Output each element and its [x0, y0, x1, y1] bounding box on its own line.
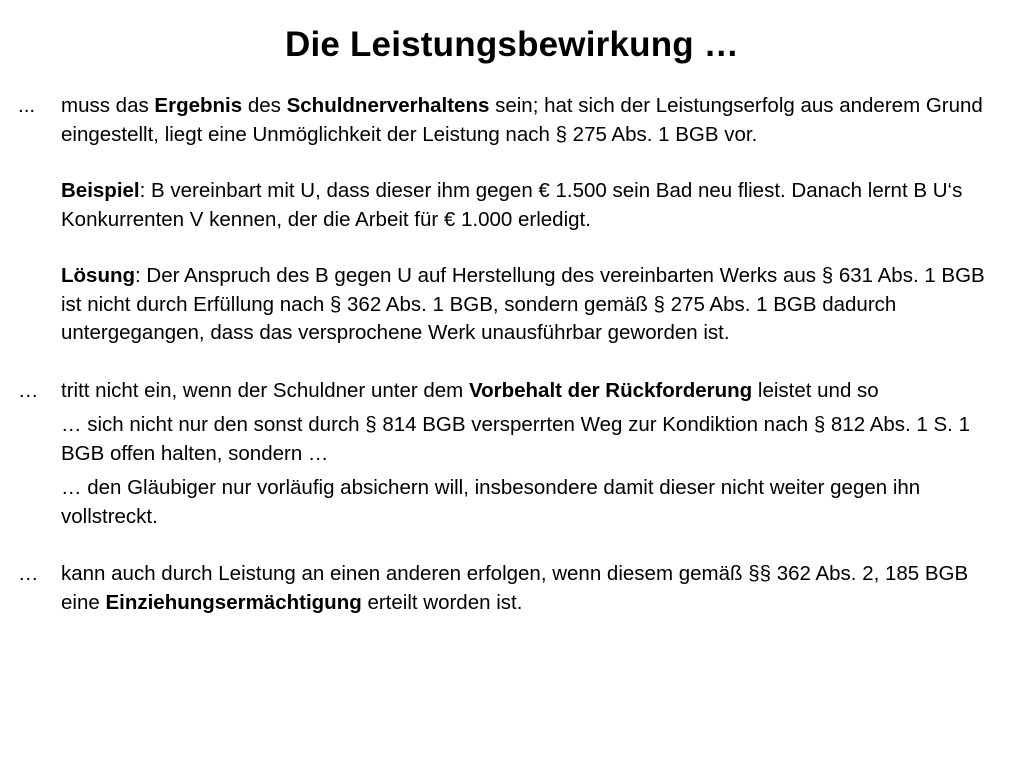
text-run: leistet und so — [752, 378, 879, 402]
bold-term-schuldnerverhaltens: Schuldnerverhaltens — [286, 94, 490, 117]
item1-paragraph-1 — [61, 92, 1008, 149]
bold-term-loesung: Lösung — [61, 264, 136, 287]
bold-term-beispiel: Beispiel — [61, 179, 140, 202]
bullet-marker: ... — [18, 94, 36, 117]
bullet-marker: … — [18, 562, 39, 585]
list-item-2 — [18, 377, 1008, 532]
text-run: tritt nicht ein, wenn der Schuldner unter dem — [61, 378, 469, 402]
bold-term-einziehungsermaechtigung: Einziehungsermächtigung — [105, 590, 362, 614]
item3-paragraph-1 — [61, 560, 1008, 617]
example-paragraph — [61, 177, 1008, 234]
item2-paragraph-3: … den Gläubiger nur vorläufig absichern will, insbesondere damit dieser nicht weiter gegen ihn vollstreckt. — [61, 476, 921, 528]
bold-term-vorbehalt: Vorbehalt der Rückforderung — [468, 378, 753, 402]
bullet-marker: … — [18, 378, 39, 402]
item2-paragraph-2: … sich nicht nur den sonst durch § 814 BGB versperrten Weg zur Kondiktion nach § 812 Abs. 1 S. 1 BGB offen halten, sondern … — [61, 413, 970, 465]
text-run: des — [242, 94, 287, 117]
slide-title: Die Leistungsbewirkung … — [284, 25, 740, 64]
slide-content — [18, 92, 1008, 617]
item2-paragraph-1 — [61, 377, 1008, 406]
text-run: kann auch durch Leistung an einen anderen erfolgen, wenn diesem gemäß §§ 362 Abs. 2, 185 BGB eine — [61, 562, 969, 614]
text-run: : B vereinbart mit U, dass dieser ihm gegen € 1.500 sein Bad neu fliest. Danach lernt B U‘s Konkurrenten V kennen, der die Arbeit für € 1.000 erledigt. — [61, 179, 963, 231]
text-run: erteilt worden ist. — [361, 590, 523, 614]
list-item-3 — [18, 560, 1008, 617]
list-item-1 — [18, 92, 1008, 348]
solution-paragraph — [61, 262, 1008, 348]
text-run: : Der Anspruch des B gegen U auf Herstellung des vereinbarten Werks aus § 631 Abs. 1 BGB ist nicht durch Erfüllung nach § 362 Abs. 1 BGB, sondern gemäß § 275 Abs. 1 BGB dadurch untergegangen, dass das versprochene Werk unausführbar geworden ist. — [61, 264, 985, 344]
bold-term-ergebnis: Ergebnis — [154, 94, 243, 117]
text-run: sein; hat sich der Leistungserfolg aus anderem Grund eingestellt, liegt eine Unmöglichkeit der Leistung nach § 275 Abs. 1 BGB vor. — [61, 94, 983, 146]
text-run: muss das — [61, 94, 155, 117]
